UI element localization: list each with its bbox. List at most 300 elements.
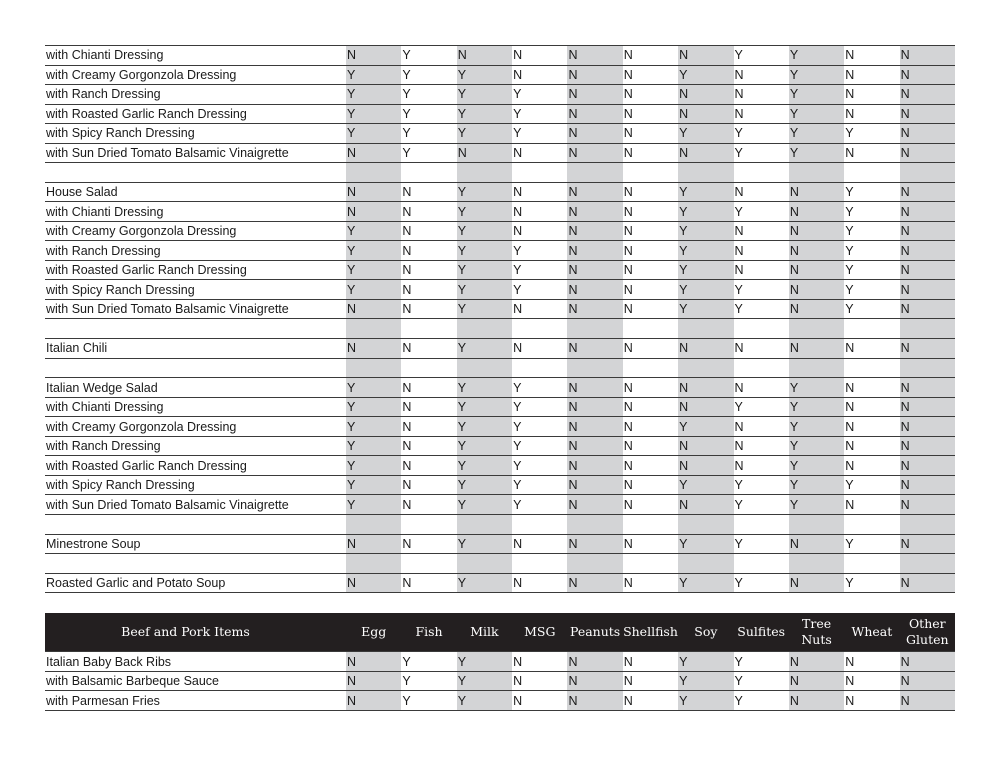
item-name: Minestrone Soup: [45, 534, 346, 554]
allergen-cell: N: [512, 652, 567, 672]
allergen-cell: N: [900, 534, 955, 554]
allergen-cell: N: [623, 573, 678, 593]
allergen-cell: Y: [789, 475, 844, 495]
allergen-cell: N: [789, 652, 844, 672]
allergen-cell: N: [567, 652, 622, 672]
table-row: [45, 104, 955, 124]
allergen-cell: Y: [844, 299, 899, 319]
allergen-table-top: [45, 45, 955, 593]
item-name: with Spicy Ranch Dressing: [45, 280, 346, 300]
allergen-cell: Y: [512, 85, 567, 105]
item-name: with Balsamic Barbeque Sauce: [45, 671, 346, 691]
allergen-cell: N: [844, 143, 899, 163]
allergen-cell: Y: [401, 652, 456, 672]
allergen-cell: N: [678, 339, 733, 359]
allergen-cell: N: [567, 104, 622, 124]
item-name: Roasted Garlic and Potato Soup: [45, 573, 346, 593]
allergen-cell: N: [512, 691, 567, 711]
allergen-cell: Y: [401, 46, 456, 66]
allergen-cell: N: [623, 475, 678, 495]
table-row: [45, 46, 955, 66]
allergen-cell: Y: [401, 85, 456, 105]
allergen-cell: N: [734, 417, 789, 437]
allergen-cell: N: [900, 475, 955, 495]
item-name: Italian Baby Back Ribs: [45, 652, 346, 672]
allergen-cell: Y: [457, 671, 512, 691]
allergen-cell: N: [900, 65, 955, 85]
allergen-cell: N: [401, 417, 456, 437]
allergen-cell: N: [623, 397, 678, 417]
allergen-cell: Y: [457, 534, 512, 554]
allergen-cell: N: [678, 397, 733, 417]
allergen-cell: Y: [734, 280, 789, 300]
allergen-cell: N: [401, 182, 456, 202]
allergen-cell: N: [512, 534, 567, 554]
allergen-cell: Y: [734, 397, 789, 417]
allergen-cell: Y: [457, 475, 512, 495]
allergen-cell: Y: [457, 495, 512, 515]
table-row: [45, 691, 955, 711]
allergen-cell: N: [789, 671, 844, 691]
table-row: [45, 260, 955, 280]
allergen-cell: N: [900, 124, 955, 144]
allergen-cell: Y: [734, 495, 789, 515]
allergen-cell: Y: [789, 495, 844, 515]
allergen-cell: N: [900, 46, 955, 66]
allergen-cell: Y: [512, 475, 567, 495]
group-spacer: [45, 358, 955, 378]
allergen-cell: Y: [678, 280, 733, 300]
item-name: with Roasted Garlic Ranch Dressing: [45, 260, 346, 280]
allergen-cell: N: [844, 495, 899, 515]
allergen-cell: Y: [457, 241, 512, 261]
allergen-cell: N: [567, 339, 622, 359]
allergen-cell: Y: [346, 456, 401, 476]
item-name: with Creamy Gorgonzola Dressing: [45, 417, 346, 437]
allergen-cell: Y: [512, 417, 567, 437]
allergen-cell: N: [789, 241, 844, 261]
allergen-cell: N: [346, 182, 401, 202]
allergen-cell: N: [401, 573, 456, 593]
allergen-cell: Y: [457, 573, 512, 593]
allergen-cell: N: [567, 417, 622, 437]
allergen-cell: N: [512, 221, 567, 241]
allergen-cell: N: [623, 652, 678, 672]
allergen-cell: N: [900, 691, 955, 711]
allergen-cell: N: [734, 221, 789, 241]
allergen-cell: N: [567, 456, 622, 476]
allergen-cell: N: [567, 241, 622, 261]
table-row: [45, 280, 955, 300]
allergen-cell: N: [623, 299, 678, 319]
allergen-cell: N: [734, 104, 789, 124]
allergen-cell: Y: [678, 182, 733, 202]
item-name: with Roasted Garlic Ranch Dressing: [45, 104, 346, 124]
item-name: with Creamy Gorgonzola Dressing: [45, 65, 346, 85]
table-row: [45, 241, 955, 261]
allergen-cell: Y: [734, 691, 789, 711]
allergen-cell: N: [512, 182, 567, 202]
table-row: [45, 65, 955, 85]
allergen-cell: N: [401, 495, 456, 515]
allergen-cell: N: [567, 65, 622, 85]
allergen-cell: N: [900, 339, 955, 359]
allergen-cell: N: [512, 671, 567, 691]
allergen-cell: Y: [734, 143, 789, 163]
allergen-cell: N: [678, 85, 733, 105]
item-name: with Ranch Dressing: [45, 85, 346, 105]
allergen-cell: N: [346, 534, 401, 554]
allergen-cell: N: [900, 397, 955, 417]
allergen-cell: N: [900, 241, 955, 261]
column-header: Other Gluten: [900, 613, 955, 652]
allergen-cell: N: [900, 456, 955, 476]
allergen-cell: N: [346, 671, 401, 691]
table-row: [45, 436, 955, 456]
column-header: Sulfites: [734, 613, 789, 652]
allergen-cell: Y: [512, 495, 567, 515]
allergen-cell: N: [900, 85, 955, 105]
allergen-cell: Y: [678, 241, 733, 261]
allergen-cell: Y: [457, 202, 512, 222]
allergen-cell: Y: [512, 104, 567, 124]
allergen-cell: N: [623, 124, 678, 144]
allergen-cell: N: [900, 221, 955, 241]
allergen-cell: Y: [789, 378, 844, 398]
allergen-cell: N: [623, 534, 678, 554]
allergen-cell: Y: [678, 417, 733, 437]
allergen-cell: N: [512, 143, 567, 163]
table-row: [45, 378, 955, 398]
allergen-cell: Y: [844, 280, 899, 300]
allergen-cell: N: [734, 85, 789, 105]
allergen-cell: Y: [346, 221, 401, 241]
allergen-cell: N: [844, 456, 899, 476]
table-row: [45, 143, 955, 163]
allergen-cell: Y: [457, 124, 512, 144]
allergen-cell: N: [457, 143, 512, 163]
item-name: with Roasted Garlic Ranch Dressing: [45, 456, 346, 476]
allergen-cell: Y: [457, 436, 512, 456]
table-row: [45, 339, 955, 359]
allergen-cell: N: [678, 378, 733, 398]
item-name: with Parmesan Fries: [45, 691, 346, 711]
allergen-cell: N: [623, 65, 678, 85]
allergen-cell: Y: [346, 417, 401, 437]
allergen-cell: N: [567, 182, 622, 202]
allergen-cell: Y: [457, 85, 512, 105]
allergen-cell: Y: [789, 65, 844, 85]
allergen-cell: N: [567, 397, 622, 417]
allergen-cell: Y: [844, 124, 899, 144]
allergen-cell: N: [844, 46, 899, 66]
column-header: MSG: [512, 613, 567, 652]
allergen-cell: N: [844, 417, 899, 437]
section-title: Beef and Pork Items: [45, 613, 346, 652]
allergen-cell: Y: [512, 436, 567, 456]
allergen-cell: N: [401, 534, 456, 554]
allergen-cell: N: [789, 299, 844, 319]
allergen-cell: N: [900, 417, 955, 437]
item-name: with Chianti Dressing: [45, 46, 346, 66]
allergen-cell: N: [678, 495, 733, 515]
table-row: [45, 475, 955, 495]
allergen-cell: N: [734, 65, 789, 85]
allergen-table-beef-pork: [45, 613, 955, 711]
allergen-cell: Y: [401, 143, 456, 163]
allergen-cell: Y: [457, 221, 512, 241]
allergen-cell: N: [401, 378, 456, 398]
allergen-cell: N: [567, 495, 622, 515]
allergen-cell: N: [900, 143, 955, 163]
allergen-cell: N: [457, 46, 512, 66]
allergen-cell: Y: [457, 691, 512, 711]
allergen-cell: Y: [789, 417, 844, 437]
allergen-cell: Y: [678, 691, 733, 711]
allergen-cell: N: [346, 299, 401, 319]
allergen-cell: N: [734, 436, 789, 456]
item-name: with Spicy Ranch Dressing: [45, 124, 346, 144]
allergen-cell: Y: [346, 260, 401, 280]
allergen-cell: N: [567, 534, 622, 554]
allergen-cell: N: [900, 299, 955, 319]
table-row: [45, 85, 955, 105]
item-name: Italian Wedge Salad: [45, 378, 346, 398]
allergen-cell: N: [567, 299, 622, 319]
table-row: [45, 221, 955, 241]
allergen-cell: N: [789, 260, 844, 280]
allergen-cell: Y: [844, 182, 899, 202]
column-header: Milk: [457, 613, 512, 652]
item-name: with Sun Dried Tomato Balsamic Vinaigrette: [45, 143, 346, 163]
item-name: Italian Chili: [45, 339, 346, 359]
allergen-cell: N: [346, 46, 401, 66]
column-header: Fish: [401, 613, 456, 652]
allergen-cell: N: [789, 182, 844, 202]
allergen-cell: N: [512, 339, 567, 359]
allergen-cell: N: [623, 417, 678, 437]
allergen-cell: N: [678, 46, 733, 66]
group-spacer: [45, 163, 955, 183]
allergen-cell: N: [401, 299, 456, 319]
allergen-cell: N: [734, 378, 789, 398]
allergen-cell: Y: [844, 475, 899, 495]
item-name: House Salad: [45, 182, 346, 202]
allergen-cell: Y: [678, 124, 733, 144]
allergen-cell: Y: [734, 573, 789, 593]
allergen-cell: Y: [457, 378, 512, 398]
allergen-cell: N: [623, 456, 678, 476]
allergen-cell: Y: [844, 241, 899, 261]
item-name: with Sun Dried Tomato Balsamic Vinaigrette: [45, 495, 346, 515]
allergen-cell: Y: [734, 475, 789, 495]
allergen-cell: N: [900, 436, 955, 456]
allergen-cell: N: [900, 378, 955, 398]
allergen-cell: N: [401, 339, 456, 359]
allergen-cell: N: [346, 202, 401, 222]
allergen-cell: N: [734, 260, 789, 280]
allergen-sheet: [45, 45, 955, 711]
allergen-cell: N: [567, 475, 622, 495]
allergen-cell: N: [567, 691, 622, 711]
allergen-cell: N: [346, 573, 401, 593]
allergen-cell: N: [567, 85, 622, 105]
allergen-cell: N: [900, 260, 955, 280]
table-row: [45, 299, 955, 319]
allergen-cell: Y: [512, 280, 567, 300]
allergen-cell: N: [512, 573, 567, 593]
allergen-cell: Y: [844, 260, 899, 280]
allergen-cell: N: [567, 124, 622, 144]
allergen-cell: N: [678, 143, 733, 163]
allergen-cell: N: [512, 46, 567, 66]
allergen-cell: Y: [457, 417, 512, 437]
allergen-cell: N: [844, 378, 899, 398]
allergen-cell: Y: [844, 221, 899, 241]
allergen-cell: N: [346, 339, 401, 359]
allergen-cell: Y: [734, 46, 789, 66]
allergen-cell: N: [900, 573, 955, 593]
allergen-cell: Y: [734, 671, 789, 691]
allergen-cell: Y: [457, 456, 512, 476]
item-name: with Sun Dried Tomato Balsamic Vinaigrette: [45, 299, 346, 319]
allergen-cell: N: [844, 436, 899, 456]
allergen-cell: Y: [734, 299, 789, 319]
allergen-cell: Y: [678, 652, 733, 672]
allergen-cell: N: [512, 65, 567, 85]
allergen-cell: Y: [789, 397, 844, 417]
allergen-cell: Y: [457, 65, 512, 85]
allergen-cell: N: [900, 280, 955, 300]
allergen-cell: Y: [346, 241, 401, 261]
allergen-cell: N: [734, 456, 789, 476]
allergen-cell: N: [401, 436, 456, 456]
allergen-cell: N: [734, 241, 789, 261]
allergen-cell: N: [567, 46, 622, 66]
allergen-cell: N: [567, 573, 622, 593]
table-row: [45, 573, 955, 593]
allergen-cell: N: [401, 280, 456, 300]
allergen-cell: Y: [457, 652, 512, 672]
allergen-cell: N: [900, 495, 955, 515]
column-header: Wheat: [844, 613, 899, 652]
allergen-cell: N: [567, 280, 622, 300]
allergen-cell: Y: [346, 124, 401, 144]
table-row: [45, 417, 955, 437]
group-spacer: [45, 319, 955, 339]
allergen-cell: N: [678, 436, 733, 456]
allergen-cell: N: [678, 104, 733, 124]
allergen-cell: N: [567, 143, 622, 163]
allergen-cell: Y: [734, 534, 789, 554]
allergen-cell: Y: [346, 495, 401, 515]
allergen-cell: N: [900, 671, 955, 691]
allergen-cell: Y: [346, 397, 401, 417]
allergen-cell: N: [401, 202, 456, 222]
allergen-cell: N: [401, 260, 456, 280]
column-header: Peanuts: [567, 613, 622, 652]
allergen-cell: Y: [457, 339, 512, 359]
allergen-cell: N: [567, 436, 622, 456]
allergen-cell: N: [623, 495, 678, 515]
column-header: Egg: [346, 613, 401, 652]
allergen-cell: Y: [678, 475, 733, 495]
allergen-cell: Y: [789, 456, 844, 476]
allergen-cell: N: [623, 104, 678, 124]
table-row: [45, 652, 955, 672]
allergen-cell: Y: [678, 65, 733, 85]
table-row: [45, 534, 955, 554]
allergen-cell: N: [789, 573, 844, 593]
column-header: Shellfish: [623, 613, 678, 652]
table-row: [45, 397, 955, 417]
allergen-cell: N: [401, 221, 456, 241]
allergen-cell: Y: [512, 260, 567, 280]
allergen-cell: N: [623, 182, 678, 202]
allergen-cell: N: [900, 182, 955, 202]
allergen-cell: Y: [457, 104, 512, 124]
allergen-cell: N: [789, 221, 844, 241]
allergen-cell: Y: [678, 671, 733, 691]
allergen-cell: N: [623, 85, 678, 105]
allergen-cell: N: [401, 456, 456, 476]
table-row: [45, 182, 955, 202]
allergen-cell: Y: [678, 202, 733, 222]
allergen-cell: Y: [346, 378, 401, 398]
allergen-cell: N: [623, 339, 678, 359]
allergen-cell: N: [844, 65, 899, 85]
item-name: with Spicy Ranch Dressing: [45, 475, 346, 495]
allergen-cell: N: [734, 182, 789, 202]
allergen-cell: Y: [789, 143, 844, 163]
allergen-cell: N: [623, 46, 678, 66]
allergen-cell: N: [401, 475, 456, 495]
allergen-cell: Y: [512, 456, 567, 476]
allergen-cell: N: [844, 104, 899, 124]
item-name: with Chianti Dressing: [45, 397, 346, 417]
allergen-cell: N: [623, 241, 678, 261]
allergen-cell: N: [346, 691, 401, 711]
allergen-cell: Y: [346, 475, 401, 495]
allergen-cell: Y: [789, 85, 844, 105]
allergen-cell: N: [844, 652, 899, 672]
allergen-cell: Y: [401, 671, 456, 691]
column-header: Tree Nuts: [789, 613, 844, 652]
allergen-cell: Y: [844, 573, 899, 593]
group-spacer: [45, 514, 955, 534]
table-row: [45, 671, 955, 691]
allergen-cell: N: [844, 85, 899, 105]
allergen-cell: N: [623, 202, 678, 222]
allergen-cell: N: [346, 143, 401, 163]
allergen-cell: N: [844, 691, 899, 711]
allergen-cell: N: [401, 241, 456, 261]
allergen-cell: Y: [734, 652, 789, 672]
allergen-cell: Y: [789, 46, 844, 66]
allergen-cell: N: [623, 691, 678, 711]
allergen-cell: N: [567, 378, 622, 398]
allergen-cell: Y: [512, 241, 567, 261]
table-row: [45, 202, 955, 222]
table-row: [45, 495, 955, 515]
allergen-cell: Y: [734, 202, 789, 222]
allergen-cell: N: [567, 671, 622, 691]
allergen-cell: Y: [678, 299, 733, 319]
allergen-cell: N: [623, 280, 678, 300]
allergen-cell: Y: [678, 534, 733, 554]
allergen-cell: Y: [401, 691, 456, 711]
allergen-cell: Y: [346, 65, 401, 85]
